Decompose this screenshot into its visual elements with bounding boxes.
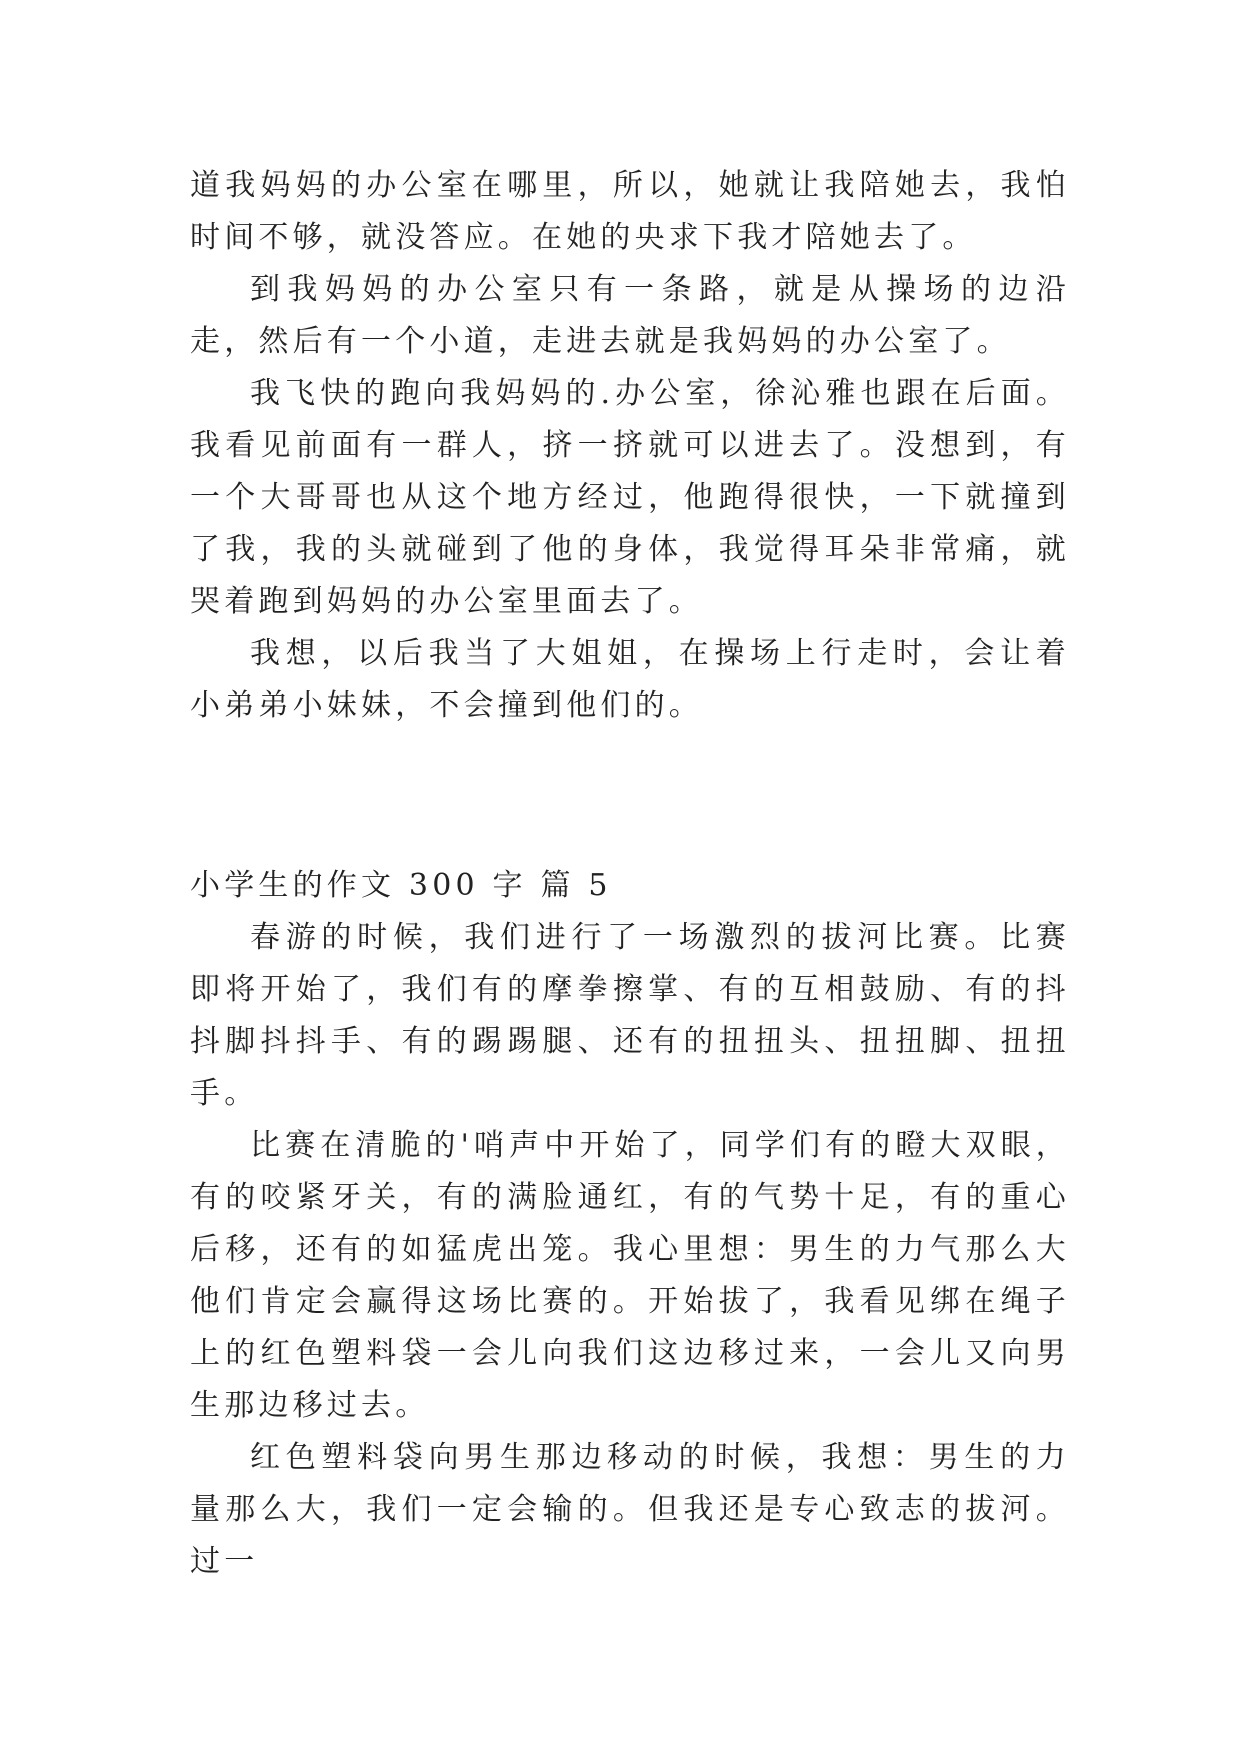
section-heading: 小学生的作文 300 字 篇 5 <box>190 868 612 903</box>
paragraph: 我飞快的跑向我妈妈的.办公室，徐沁雅也跟在后面。我看见前面有一群人，挤一挤就可以进去了。没想到，有一个大哥哥也从这个地方经过，他跑得很快，一下就撞到了我，我的头就碰到了他的身体，我觉得耳朵非常痛，就哭着跑到妈妈的办公室里面去了。 <box>190 376 1070 619</box>
essay-continuation <box>190 160 1070 732</box>
paragraph: 红色塑料袋向男生那边移动的时候，我想：男生的力量那么大，我们一定会输的。但我还是专心致志的拔河。过一 <box>190 1440 1070 1579</box>
essay-section-5 <box>190 860 1070 1588</box>
paragraph: 我想，以后我当了大姐姐，在操场上行走时，会让着小弟弟小妹妹，不会撞到他们的。 <box>190 636 1070 723</box>
paragraph: 春游的时候，我们进行了一场激烈的拔河比赛。比赛即将开始了，我们有的摩拳擦掌、有的互相鼓励、有的抖抖脚抖抖手、有的踢踢腿、还有的扭扭头、扭扭脚、扭扭手。 <box>190 920 1070 1111</box>
paragraph: 到我妈妈的办公室只有一条路，就是从操场的边沿走，然后有一个小道，走进去就是我妈妈的办公室了。 <box>190 272 1070 359</box>
paragraph: 道我妈妈的办公室在哪里，所以，她就让我陪她去，我怕时间不够，就没答应。在她的央求下我才陪她去了。 <box>190 168 1070 255</box>
paragraph: 比赛在清脆的'哨声中开始了，同学们有的瞪大双眼，有的咬紧牙关，有的满脸通红，有的气势十足，有的重心后移，还有的如猛虎出笼。我心里想：男生的力气那么大他们肯定会赢得这场比赛的。开始拔了，我看见绑在绳子上的红色塑料袋一会儿向我们这边移过来，一会儿又向男生那边移过去。 <box>190 1128 1070 1423</box>
